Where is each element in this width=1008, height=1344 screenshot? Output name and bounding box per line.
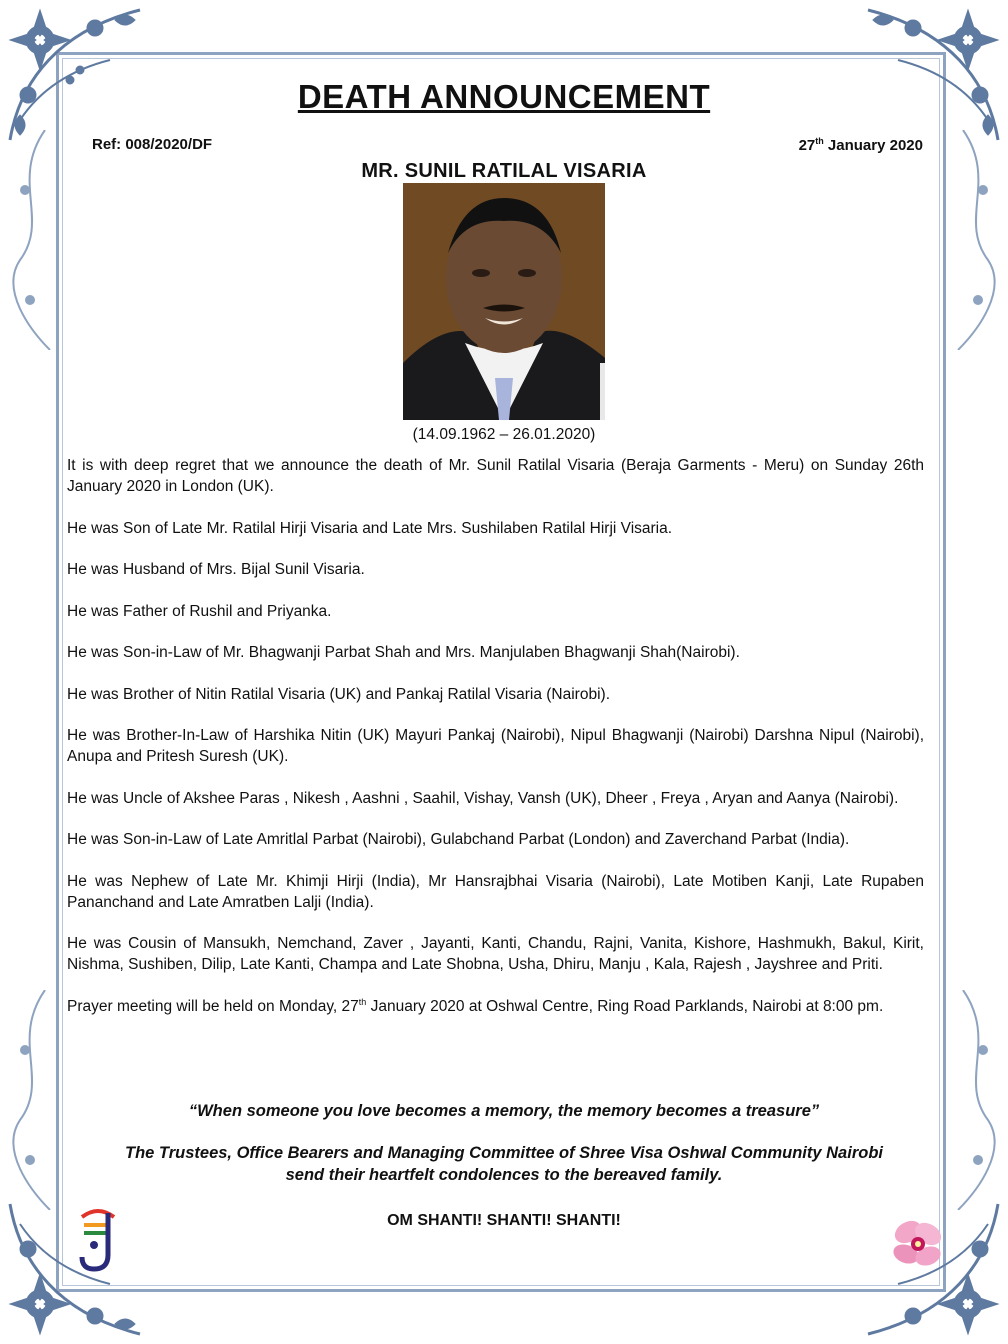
announcement-date: 27th January 2020 — [798, 136, 923, 154]
condolence-message: The Trustees, Office Bearers and Managing Committee of Shree Visa Oshwal Community Nairobi send their heartfelt condolences to the bereaved family. — [125, 1144, 883, 1184]
memorial-quote: “When someone you love becomes a memory, the memory becomes a treasure” — [188, 1102, 820, 1120]
closing-line: OM SHANTI! SHANTI! SHANTI! — [387, 1212, 621, 1229]
reference-number: Ref: 008/2020/DF — [92, 136, 213, 153]
lifespan-dates: (14.09.1962 – 26.01.2020) — [412, 426, 596, 443]
paragraph: He was Husband of Mrs. Bijal Sunil Visaria. — [67, 561, 365, 578]
deceased-name: MR. SUNIL RATILAL VISARIA — [361, 160, 647, 182]
orchid-flower-icon — [888, 1212, 946, 1276]
paragraph: He was Son-in-Law of Late Amritlal Parbat (Nairobi), Gulabchand Parbat (London) and Zaverchand Parbat (India). — [67, 831, 850, 848]
paragraph: He was Nephew of Late Mr. Khimji Hirji (India), Mr Hansrajbhai Visaria (Nairobi), Late Motiben Kanji, Late Rupaben Pananchand and Late Amratben Lalji (India). — [67, 872, 924, 911]
page-title: DEATH ANNOUNCEMENT — [297, 78, 711, 115]
paragraph: He was Brother of Nitin Ratilal Visaria (UK) and Pankaj Ratilal Visaria (Nairobi). — [67, 685, 610, 703]
paragraph: He was Cousin of Mansukh, Nemchand, Zaver , Jayanti, Kanti, Chandu, Rajni, Vanita, Kishore, Hashmukh, Bakul, Kirit, Nishma, Sushiben, Dilip, Late Kanti, Champa and Late Shobna, Usha, Dhiru, Manju , Kala, Rajesh , Jayshree and Priti. — [67, 935, 924, 973]
announcement-body — [67, 455, 924, 1037]
portrait-photo — [403, 183, 605, 420]
community-logo-icon — [78, 1205, 120, 1273]
paragraph: It is with deep regret that we announce the death of Mr. Sunil Ratilal Visaria (Beraja Garments - Meru) on Sunday 26th January 2020 in London (UK). — [67, 457, 924, 495]
paragraph: He was Son-in-Law of Mr. Bhagwanji Parbat Shah and Mrs. Manjulaben Bhagwanji Shah(Nairobi). — [67, 644, 740, 661]
paragraph: He was Father of Rushil and Priyanka. — [67, 602, 332, 620]
paragraph: He was Uncle of Akshee Paras , Nikesh , Aashni , Saahil, Vishay, Vansh (UK), Dheer , Freya , Aryan and Aanya (Nairobi). — [67, 789, 899, 807]
paragraph: He was Brother-In-Law of Harshika Nitin (UK) Mayuri Pankaj (Nairobi), Nipul Bhagwanji (Nairobi) Darshna Nipul (Nairobi), Anupa and Pritesh Suresh (UK). — [67, 727, 924, 765]
prayer-meeting-paragraph: Prayer meeting will be held on Monday, 27th January 2020 at Oshwal Centre, Ring Road Parklands, Nairobi at 8:00 pm. — [67, 996, 884, 1015]
corner-ornament-icon — [858, 0, 1008, 150]
corner-ornament-icon — [0, 0, 150, 150]
paragraph: He was Son of Late Mr. Ratilal Hirji Visaria and Late Mrs. Sushilaben Ratilal Hirji Visaria. — [67, 519, 673, 537]
